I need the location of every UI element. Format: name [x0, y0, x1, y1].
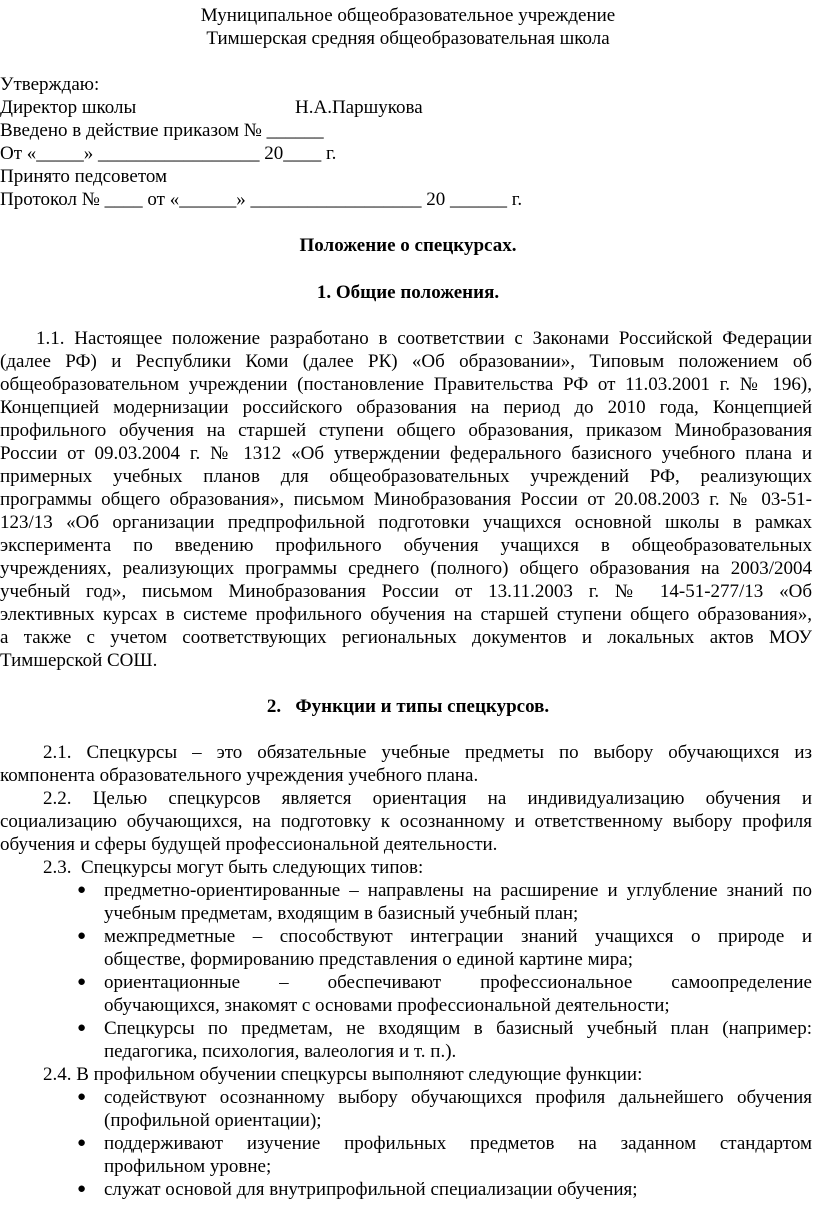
- para-1-1-line: программы общего образования», письмом Минобразования России от 20.08.2003 г. № 03-51-: [0, 489, 812, 510]
- function-item-line: поддерживают изучение профильных предметов на заданном стандартом: [104, 1133, 812, 1154]
- type-item-line: педагогика, психология, валеология и т. п.).: [104, 1041, 457, 1062]
- para-2-4: 2.4. В профильном обучении спецкурсы выполняют следующие функции:: [43, 1064, 643, 1085]
- para-2-2-line: 2.2. Целью спецкурсов является ориентация на индивидуализацию обучения и: [43, 788, 812, 809]
- para-2-2-line: социализацию обучающихся, на подготовку к осознанному и ответственному выбору профиля: [0, 811, 812, 832]
- bullet-icon: ●: [77, 974, 87, 990]
- protocol-line: Протокол № ____ от «______» __________________ 20 ______ г.: [0, 189, 523, 210]
- bullet-icon: ●: [77, 882, 87, 898]
- type-item-line: ориентационные – обеспечивают профессиональное самоопределение: [104, 972, 812, 993]
- bullet-icon: ●: [77, 1089, 87, 1105]
- para-1-1-line: России от 09.03.2004 г. № 1312 «Об утверждении федерального базисного учебного плана и: [0, 443, 812, 464]
- section-2-heading: 2. Функции и типы спецкурсов.: [266, 696, 550, 717]
- type-item-line: учебным предметам, входящим в базисный учебный план;: [104, 903, 579, 924]
- para-1-1-line: общеобразовательном учреждении (постановление Правительства РФ от 11.03.2001 г. № 196),: [0, 374, 812, 395]
- type-item-line: Спецкурсы по предметам, не входящим в базисный учебный план (например:: [104, 1018, 812, 1039]
- function-item-line: профильном уровне;: [104, 1156, 272, 1177]
- type-item-line: обучающихся, знакомят с основами профессиональной деятельности;: [104, 995, 670, 1016]
- school-header-line2: Тимшерская средняя общеобразовательная школа: [206, 28, 610, 49]
- type-item-line: межпредметные – способствуют интеграции знаний учащихся о природе и: [104, 926, 812, 947]
- director-label: Директор школы: [0, 97, 137, 118]
- bullet-icon: ●: [77, 928, 87, 944]
- bullet-icon: ●: [77, 1020, 87, 1036]
- para-2-1-line: 2.1. Спецкурсы – это обязательные учебные предметы по выбору обучающихся из: [43, 742, 812, 763]
- council-line: Принято педсоветом: [0, 166, 168, 187]
- para-1-1-line: 123/13 «Об организации предпрофильной подготовки учащихся основной школы в рамках: [0, 512, 812, 533]
- para-1-1-line: эксперимента по введению профильного обучения учащихся в общеобразовательных: [0, 535, 812, 556]
- type-item-line: обществе, формированию представления о единой картине мира;: [104, 949, 633, 970]
- bullet-icon: ●: [77, 1181, 87, 1197]
- para-1-1-line: а также с учетом соответствующих региональных документов и локальных актов МОУ: [0, 627, 812, 648]
- approve-label: Утверждаю:: [0, 74, 100, 95]
- para-1-1-line: профильного обучения на старшей ступени общего образования, приказом Минобразования: [0, 420, 812, 441]
- para-1-1-line: (далее РФ) и Республики Коми (далее РК) «Об образовании», Типовым положением об: [0, 351, 812, 372]
- school-header-line1: Муниципальное общеобразовательное учреждение: [200, 5, 616, 26]
- section-1-heading: 1. Общие положения.: [316, 282, 500, 303]
- date-line: От «_____» _________________ 20____ г.: [0, 143, 337, 164]
- function-item-line: содействуют осознанному выбору обучающихся профиля дальнейшего обучения: [104, 1087, 812, 1108]
- document-title: Положение о спецкурсах.: [299, 235, 517, 256]
- para-2-3: 2.3. Спецкурсы могут быть следующих типов:: [43, 857, 424, 878]
- para-1-1-line: 1.1. Настоящее положение разработано в соответствии с Законами Российской Федерации: [36, 328, 812, 349]
- para-2-1-line: компонента образовательного учреждения учебного плана.: [0, 765, 479, 786]
- function-item-line: (профильной ориентации);: [104, 1110, 322, 1131]
- para-1-1-line: Тимшерской СОШ.: [0, 650, 158, 671]
- para-1-1-line: учреждениях, реализующих программы среднего (полного) общего образования на 2003/2004: [0, 558, 812, 579]
- function-item-line: служат основой для внутрипрофильной специализации обучения;: [104, 1179, 638, 1200]
- para-1-1-line: элективных курсах в системе профильного обучения на старшей ступени общего образования»,: [0, 604, 812, 625]
- director-name: Н.А.Паршукова: [295, 97, 423, 118]
- bullet-icon: ●: [77, 1135, 87, 1151]
- para-1-1-line: учебный год», письмом Минобразования России от 13.11.2003 г. № 14-51-277/13 «Об: [0, 581, 812, 602]
- order-line: Введено в действие приказом № ______: [0, 120, 324, 141]
- para-1-1-line: Концепцией модернизации российского образования на период до 2010 года, Концепцией: [0, 397, 812, 418]
- para-1-1-line: примерных учебных планов для общеобразовательных учреждений РФ, реализующих: [0, 466, 812, 487]
- type-item-line: предметно-ориентированные – направлены на расширение и углубление знаний по: [104, 880, 812, 901]
- para-2-2-line: обучения и сферы будущей профессиональной деятельности.: [0, 834, 498, 855]
